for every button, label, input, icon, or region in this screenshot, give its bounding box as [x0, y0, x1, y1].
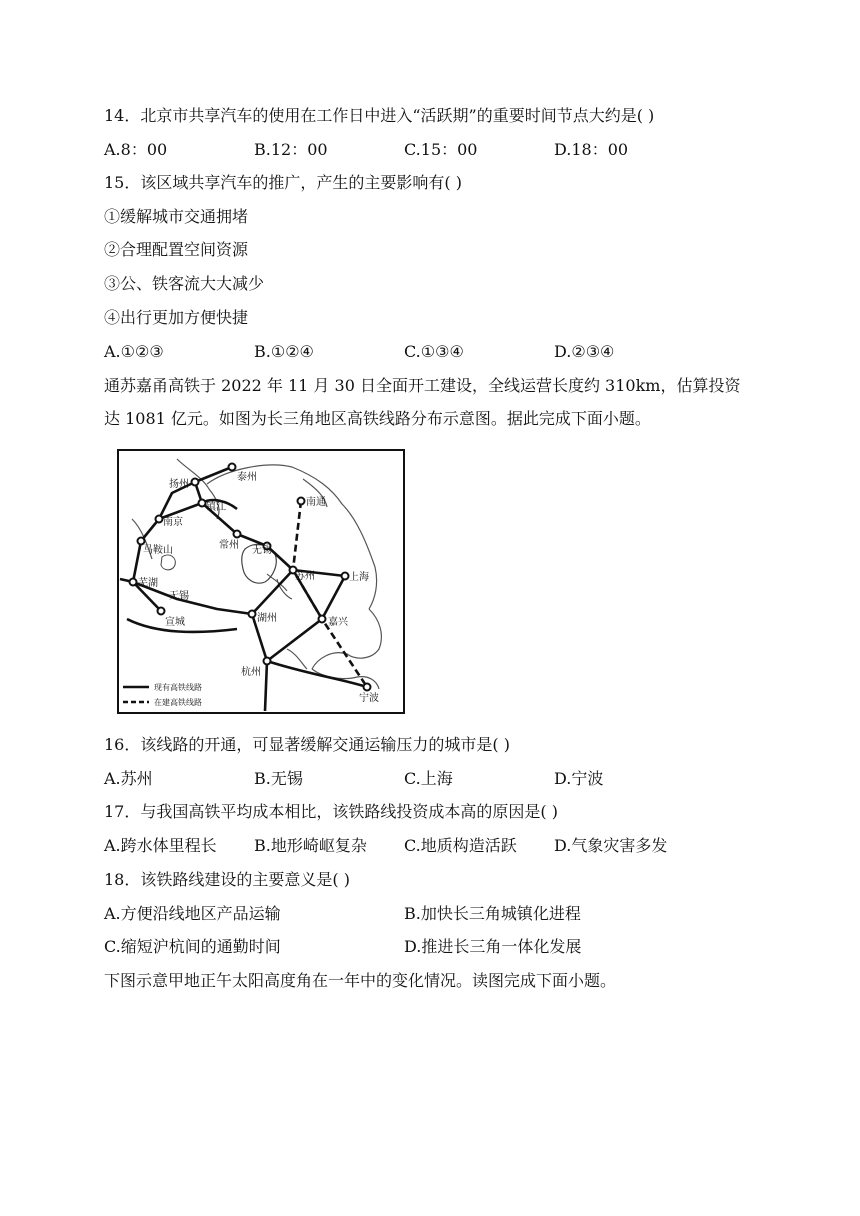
city-label-wuxi-2: 无锡: [169, 591, 189, 602]
city-label-shanghai: 上海: [349, 572, 369, 583]
city-marker-nanjing: [156, 516, 163, 523]
q16-stem: 16．该线路的开通，可显著缓解交通运输压力的城市是( ): [104, 735, 510, 754]
city-label-wuxi: 无锡: [252, 545, 272, 556]
city-marker-hangzhou: [264, 658, 271, 665]
q14-stem: 14．北京市共享汽车的使用在工作日中进入“活跃期”的重要时间节点大约是( ): [104, 106, 655, 125]
q14-option-c[interactable]: C.15：00: [404, 140, 478, 159]
q17-option-a[interactable]: A.跨水体里程长: [104, 836, 217, 855]
q16-option-b[interactable]: B.无锡: [254, 769, 303, 788]
city-marker-ningbo: [364, 684, 371, 691]
intro-paragraph-line-1: 通苏嘉甬高铁于 2022 年 11 月 30 日全面开工建设，全线运营长度约 310km，估算投资: [104, 376, 741, 395]
city-marker-zhenjiang: [199, 500, 206, 507]
city-marker-nantong: [298, 498, 305, 505]
city-label-yangzhou: 扬州: [169, 479, 189, 490]
q14-option-a[interactable]: A.8：00: [104, 140, 168, 159]
q16-option-d[interactable]: D.宁波: [554, 769, 604, 788]
city-label-nantong: 南通: [306, 497, 326, 508]
q17-stem: 17．与我国高铁平均成本相比，该铁路线投资成本高的原因是( ): [104, 802, 558, 821]
city-label-maanshan: 马鞍山: [143, 545, 173, 556]
city-marker-xuancheng: [158, 608, 165, 615]
city-label-wuhu: 芜湖: [138, 578, 158, 589]
city-marker-jiaxing: [319, 616, 326, 623]
q15-option-c[interactable]: C.①③④: [404, 342, 464, 361]
q17-option-b[interactable]: B.地形崎岖复杂: [254, 836, 367, 855]
q15-option-d[interactable]: D.②③④: [554, 342, 615, 361]
q18-option-c[interactable]: C.缩短沪杭间的通勤时间: [104, 937, 281, 956]
q15-item-4: ④出行更加方便快捷: [104, 308, 249, 327]
q18-option-a[interactable]: A.方便沿线地区产品运输: [104, 904, 281, 923]
q18-stem: 18．该铁路线建设的主要意义是( ): [104, 870, 350, 889]
q14-option-b[interactable]: B.12：00: [254, 140, 328, 159]
city-label-taizhou: 泰州: [237, 472, 257, 483]
city-marker-changzhou: [234, 531, 241, 538]
city-marker-maanshan: [138, 538, 145, 545]
legend-existing-label: 现有高铁线路: [154, 683, 202, 692]
city-label-huzhou: 湖州: [257, 613, 277, 624]
q18-option-d[interactable]: D.推进长三角一体化发展: [404, 937, 582, 956]
legend-building-label: 在建高铁线路: [154, 698, 202, 707]
q15-stem: 15．该区域共享汽车的推广，产生的主要影响有( ): [104, 173, 462, 192]
q15-item-1: ①缓解城市交通拥堵: [104, 207, 249, 226]
city-label-zhenjiang: 镇江: [206, 502, 226, 513]
city-label-hangzhou: 杭州: [241, 667, 261, 678]
city-label-suzhou: 苏州: [295, 571, 315, 582]
city-marker-taizhou: [229, 464, 236, 471]
q16-option-c[interactable]: C.上海: [404, 769, 453, 788]
city-label-nanjing: 南京: [163, 517, 183, 528]
intro-paragraph-line-2: 达 1081 亿元。如图为长三角地区高铁线路分布示意图。据此完成下面小题。: [104, 409, 651, 428]
q17-option-c[interactable]: C.地质构造活跃: [404, 836, 517, 855]
city-marker-yangzhou: [192, 479, 199, 486]
city-marker-shanghai: [342, 573, 349, 580]
rail-map-figure: [117, 449, 405, 714]
city-marker-wuhu: [130, 579, 137, 586]
q15-option-a[interactable]: A.①②③: [104, 342, 164, 361]
q14-option-d[interactable]: D.18：00: [554, 140, 629, 159]
q16-option-a[interactable]: A.苏州: [104, 769, 153, 788]
city-label-ningbo: 宁波: [359, 693, 379, 704]
city-label-xuancheng: 宣城: [165, 617, 185, 628]
q17-option-d[interactable]: D.气象灾害多发: [554, 836, 668, 855]
q15-item-3: ③公、铁客流大大减少: [104, 274, 265, 293]
city-label-jiaxing: 嘉兴: [328, 617, 348, 628]
small-lake: [161, 555, 175, 570]
q15-option-b[interactable]: B.①②④: [254, 342, 314, 361]
intro-paragraph-2: 下图示意甲地正午太阳高度角在一年中的变化情况。读图完成下面小题。: [104, 971, 617, 990]
q18-option-b[interactable]: B.加快长三角城镇化进程: [404, 904, 581, 923]
q15-item-2: ②合理配置空间资源: [104, 240, 249, 259]
city-marker-huzhou: [249, 611, 256, 618]
city-label-changzhou: 常州: [219, 540, 239, 551]
